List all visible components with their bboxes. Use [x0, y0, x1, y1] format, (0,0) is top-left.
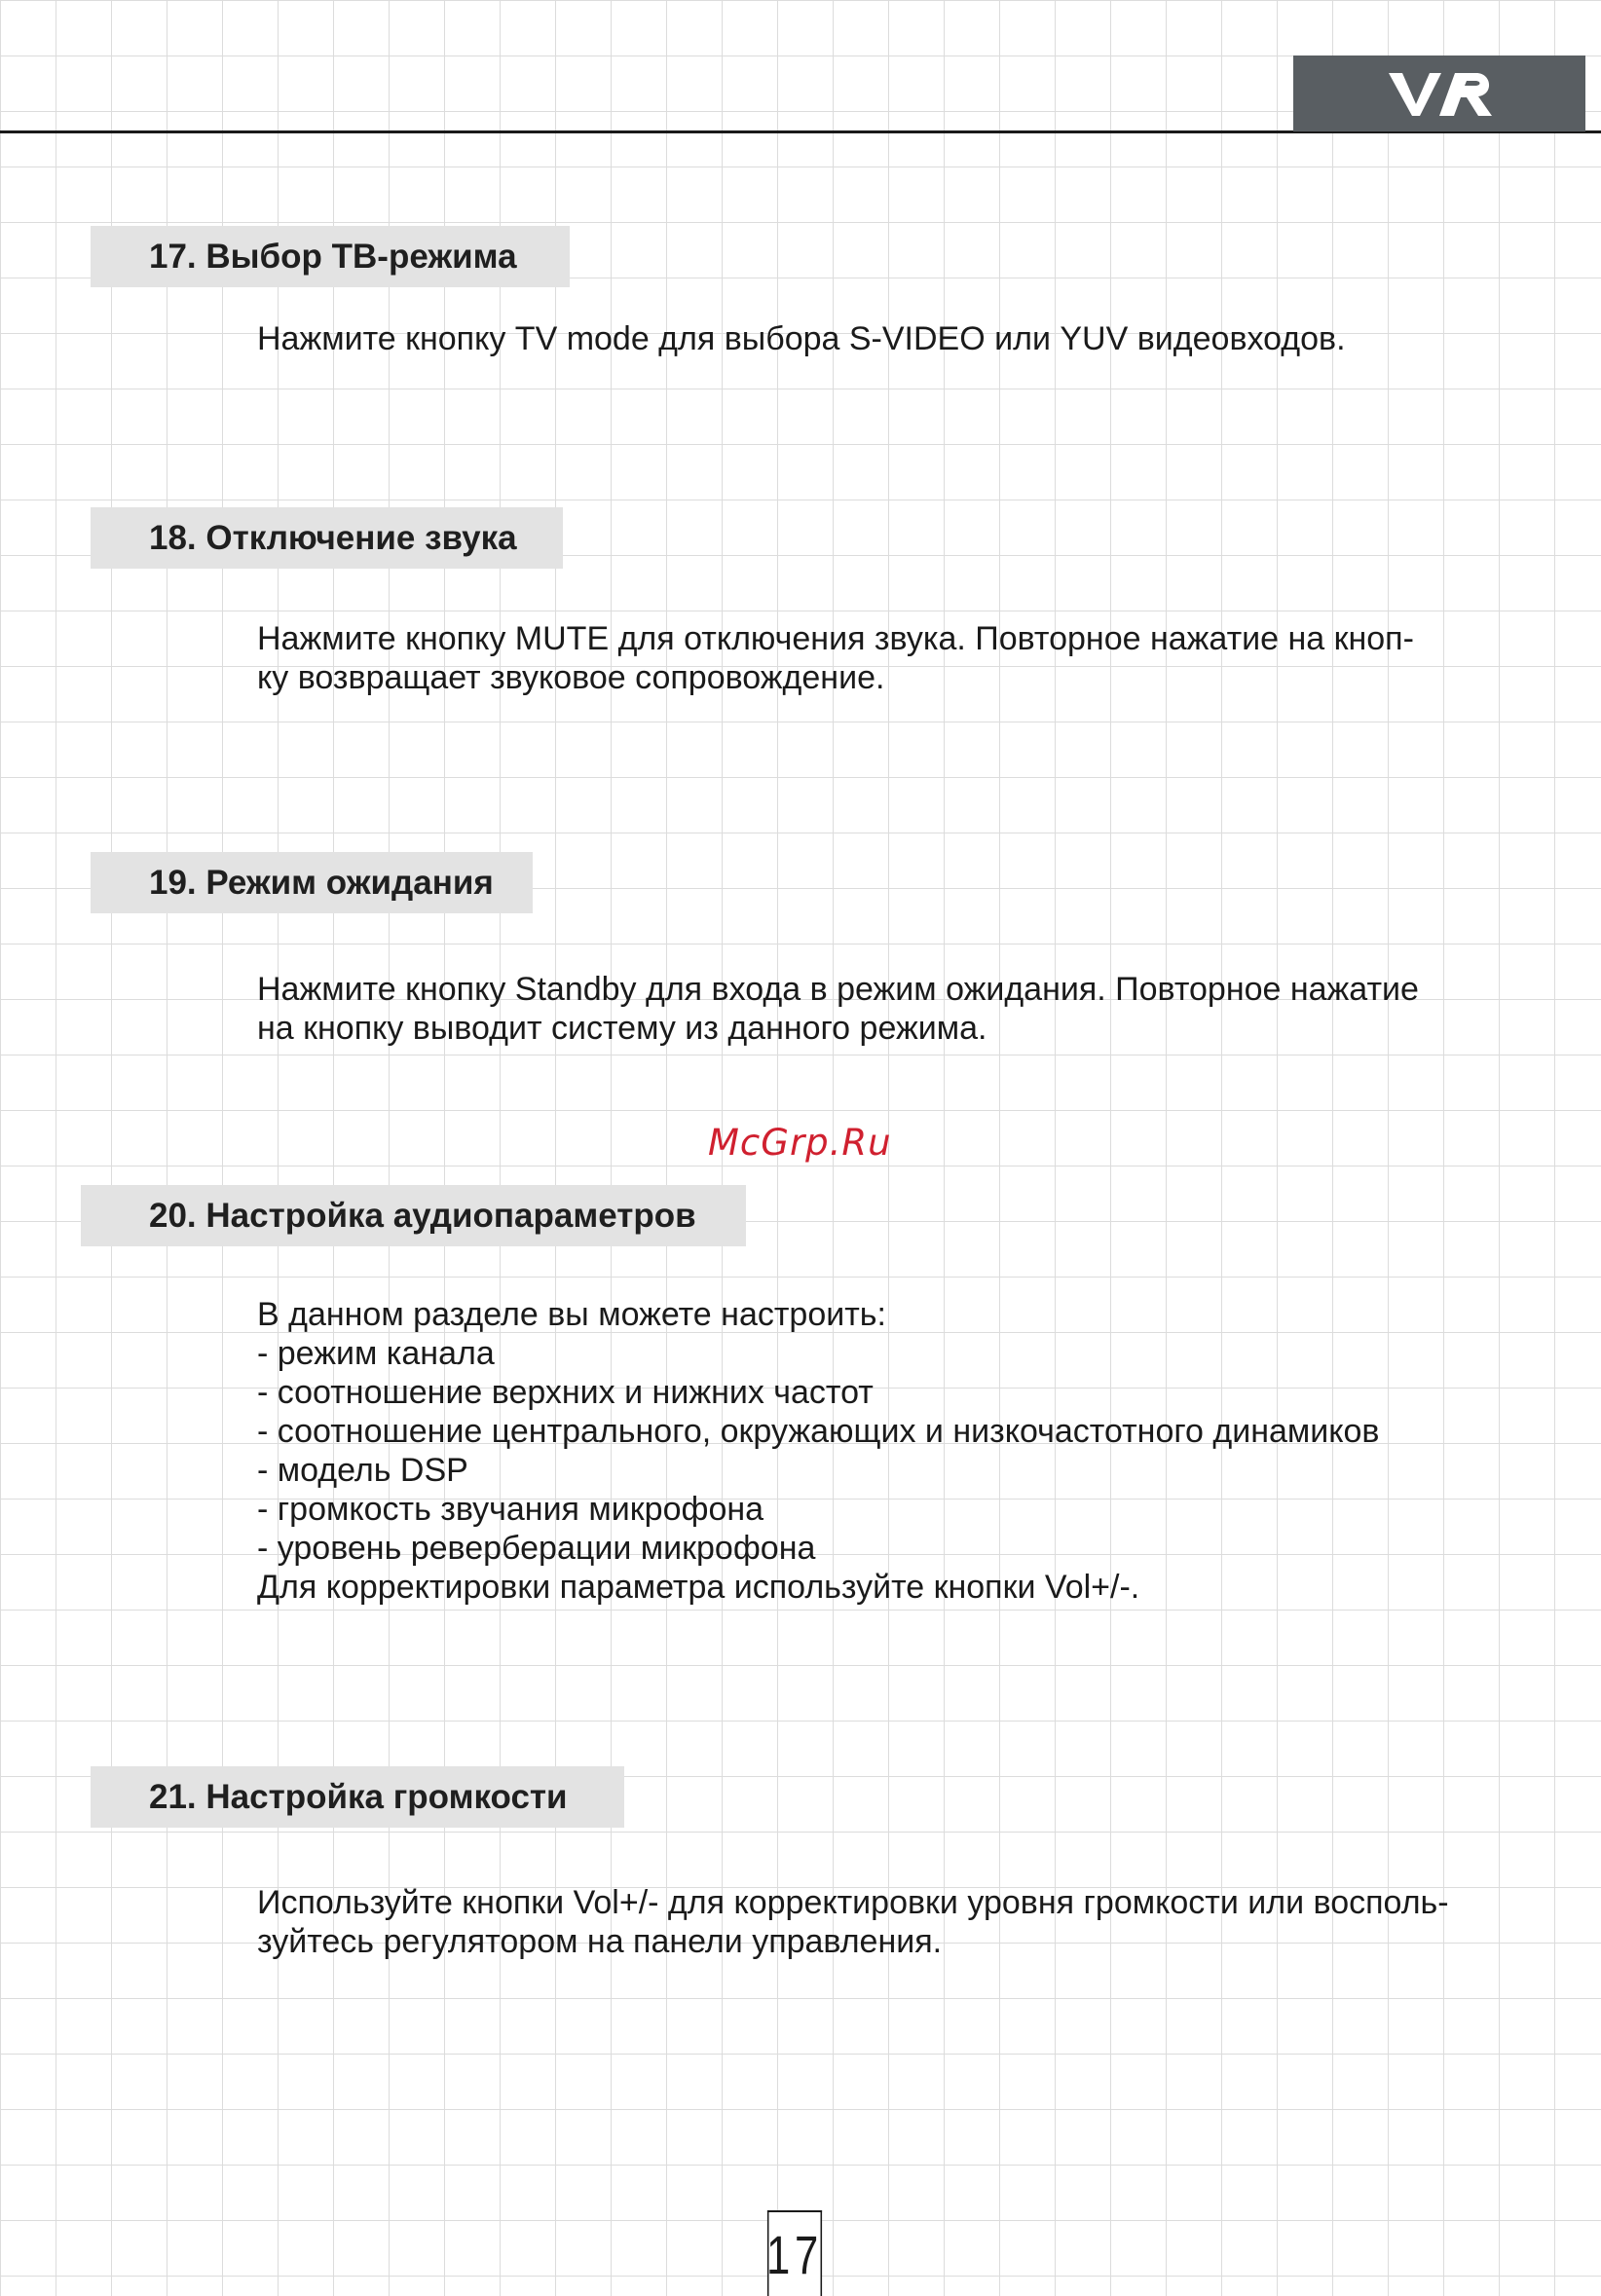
list-item: - соотношение верхних и нижних частот	[257, 1374, 874, 1411]
body-line: ку возвращает звуковое сопровождение.	[257, 659, 885, 696]
list-item: - уровень реверберации микрофона	[257, 1530, 816, 1567]
section-body-21	[257, 1883, 1543, 1961]
body-line: Нажмите кнопку Standby для входа в режим ожидания. Повторное нажатие	[257, 971, 1419, 1008]
section-heading-19	[91, 852, 533, 913]
section-body-18	[257, 619, 1543, 697]
body-outro: Для корректировки параметра используйте кнопки Vol+/-.	[257, 1569, 1140, 1606]
section-title: 19. Режим ожидания	[149, 863, 494, 902]
section-heading-21	[91, 1766, 624, 1828]
vr-logo	[1293, 56, 1585, 131]
list-item: - соотношение центрального, окружающих и низкочастотного динамиков	[257, 1413, 1380, 1450]
body-intro: В данном разделе вы можете настроить:	[257, 1296, 886, 1333]
section-title: 21. Настройка громкости	[149, 1777, 568, 1816]
list-item: - модель DSP	[257, 1452, 468, 1489]
section-body-19	[257, 970, 1543, 1048]
body-line: на кнопку выводит систему из данного режима.	[257, 1010, 987, 1047]
section-heading-18	[91, 507, 563, 569]
body-line: зуйтесь регулятором на панели управления.	[257, 1923, 943, 1960]
vr-logo-icon	[1383, 65, 1496, 122]
section-title: 17. Выбор ТВ-режима	[149, 237, 517, 276]
section-body-20	[257, 1295, 1543, 1607]
watermark: McGrp.Ru	[708, 1122, 892, 1164]
body-line: Нажмите кнопку TV mode для выбора S-VIDEO или YUV видеовходов.	[257, 320, 1346, 357]
body-line: Нажмите кнопку MUTE для отключения звука. Повторное нажатие на кноп-	[257, 620, 1414, 657]
list-item: - громкость звучания микрофона	[257, 1491, 764, 1528]
body-line: Используйте кнопки Vol+/- для корректировки уровня громкости или восполь-	[257, 1884, 1449, 1921]
section-body-17	[257, 319, 1543, 358]
section-title: 20. Настройка аудиопараметров	[149, 1196, 696, 1235]
section-heading-20	[81, 1185, 746, 1246]
section-title: 18. Отключение звука	[149, 518, 517, 557]
list-item: - режим канала	[257, 1335, 495, 1372]
page-number: 17	[767, 2210, 822, 2296]
section-heading-17	[91, 226, 570, 287]
